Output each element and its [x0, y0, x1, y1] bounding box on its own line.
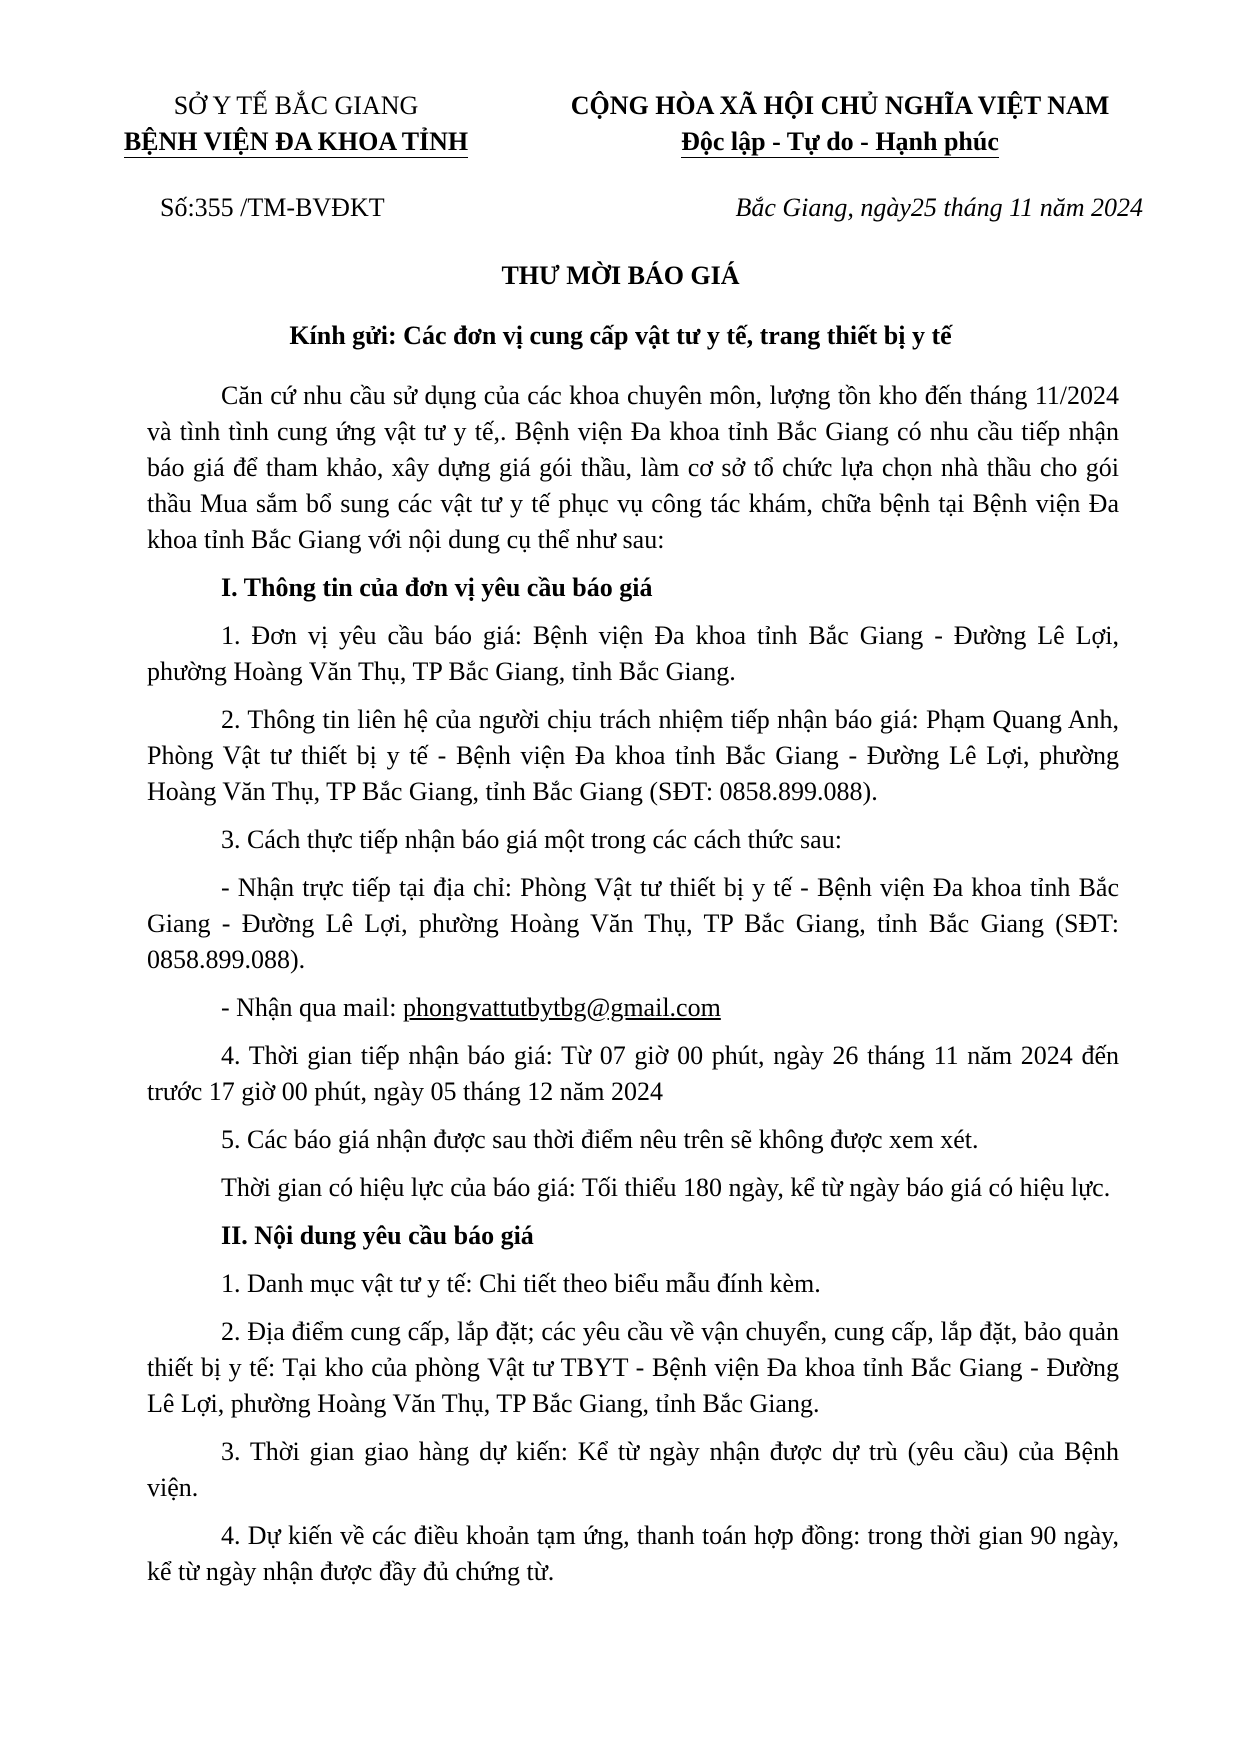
section-1-item-1: 1. Đơn vị yêu cầu báo giá: Bệnh viện Đa khoa tỉnh Bắc Giang - Đường Lê Lợi, phường Hoàng Văn Thụ, TP Bắc Giang, tỉnh Bắc Giang.	[147, 621, 1119, 686]
document-body	[147, 378, 1119, 1602]
document-number: Số:355 /TM-BVĐKT	[160, 193, 385, 222]
section-1-item-2: 2. Thông tin liên hệ của người chịu trách nhiệm tiếp nhận báo giá: Phạm Quang Anh, Phòng Vật tư thiết bị y tế - Bệnh viện Đa khoa tỉnh Bắc Giang - Đường Lê Lợi, phường Hoàng Văn Thụ, TP Bắc Giang, tỉnh Bắc Giang (SĐT: 0858.899.088).	[147, 705, 1119, 806]
hospital-name-wrap	[96, 124, 496, 160]
section-2-heading: II. Nội dung yêu cầu báo giá	[221, 1221, 534, 1250]
national-heading	[510, 88, 1170, 160]
section-2-item-3: 3. Thời gian giao hàng dự kiến: Kể từ ngày nhận được dự trù (yêu cầu) của Bệnh viện.	[147, 1437, 1119, 1502]
agency-name: SỞ Y TẾ BẮC GIANG	[173, 91, 419, 120]
recipient-line: Kính gửi: Các đơn vị cung cấp vật tư y tế, trang thiết bị y tế	[289, 321, 952, 350]
section-1-item-4: 4. Thời gian tiếp nhận báo giá: Từ 07 giờ 00 phút, ngày 26 tháng 11 năm 2024 đến trước 17 giờ 00 phút, ngày 05 tháng 12 năm 2024	[147, 1041, 1119, 1106]
document-title: THƯ MỜI BÁO GIÁ	[501, 261, 740, 290]
issuer-block	[96, 88, 496, 160]
country-name: CỘNG HÒA XÃ HỘI CHỦ NGHĨA VIỆT NAM	[570, 91, 1110, 120]
section-1-item-3-direct: - Nhận trực tiếp tại địa chỉ: Phòng Vật tư thiết bị y tế - Bệnh viện Đa khoa tỉnh Bắc Giang - Đường Lê Lợi, phường Hoàng Văn Thụ, TP Bắc Giang, tỉnh Bắc Giang (SĐT: 0858.899.088).	[147, 873, 1119, 974]
hospital-name: BỆNH VIỆN ĐA KHOA TỈNH	[123, 127, 469, 156]
section-1-item-3: 3. Cách thực tiếp nhận báo giá một trong các cách thức sau:	[221, 825, 842, 854]
section-2-item-4: 4. Dự kiến về các điều khoản tạm ứng, thanh toán hợp đồng: trong thời gian 90 ngày, kể từ ngày nhận được đầy đủ chứng từ.	[147, 1521, 1119, 1586]
section-1-heading: I. Thông tin của đơn vị yêu cầu báo giá	[221, 573, 653, 602]
validity-paragraph: Thời gian có hiệu lực của báo giá: Tối thiểu 180 ngày, kể từ ngày báo giá có hiệu lực.	[221, 1173, 1111, 1202]
motto-wrap	[510, 124, 1170, 160]
date-line: Bắc Giang, ngày25 tháng 11 năm 2024	[735, 193, 1143, 222]
section-1-item-3-mail	[147, 990, 1119, 1026]
section-2-item-2: 2. Địa điểm cung cấp, lắp đặt; các yêu cầu về vận chuyển, cung cấp, lắp đặt, bảo quản thiết bị y tế: Tại kho của phòng Vật tư TBYT - Bệnh viện Đa khoa tỉnh Bắc Giang - Đường Lê Lợi, phường Hoàng Văn Thụ, TP Bắc Giang, tỉnh Bắc Giang.	[147, 1317, 1119, 1418]
motto: Độc lập - Tự do - Hạnh phúc	[681, 127, 999, 156]
section-2-item-1: 1. Danh mục vật tư y tế: Chi tiết theo biểu mẫu đính kèm.	[221, 1269, 821, 1298]
intro-paragraph: Căn cứ nhu cầu sử dụng của các khoa chuyên môn, lượng tồn kho đến tháng 11/2024 và tình tình cung ứng vật tư y tế,. Bệnh viện Đa khoa tỉnh Bắc Giang có nhu cầu tiếp nhận báo giá để tham khảo, xây dựng giá gói thầu, làm cơ sở tổ chức lựa chọn nhà thầu cho gói thầu Mua sắm bổ sung các vật tư y tế phục vụ công tác khám, chữa bệnh tại Bệnh viện Đa khoa tỉnh Bắc Giang với nội dung cụ thể như sau:	[147, 381, 1119, 554]
email-link[interactable]: phongvattutbytbg@gmail.com	[402, 993, 721, 1022]
section-1-item-5: 5. Các báo giá nhận được sau thời điểm nêu trên sẽ không được xem xét.	[221, 1125, 979, 1154]
mail-label: - Nhận qua mail:	[221, 993, 403, 1022]
